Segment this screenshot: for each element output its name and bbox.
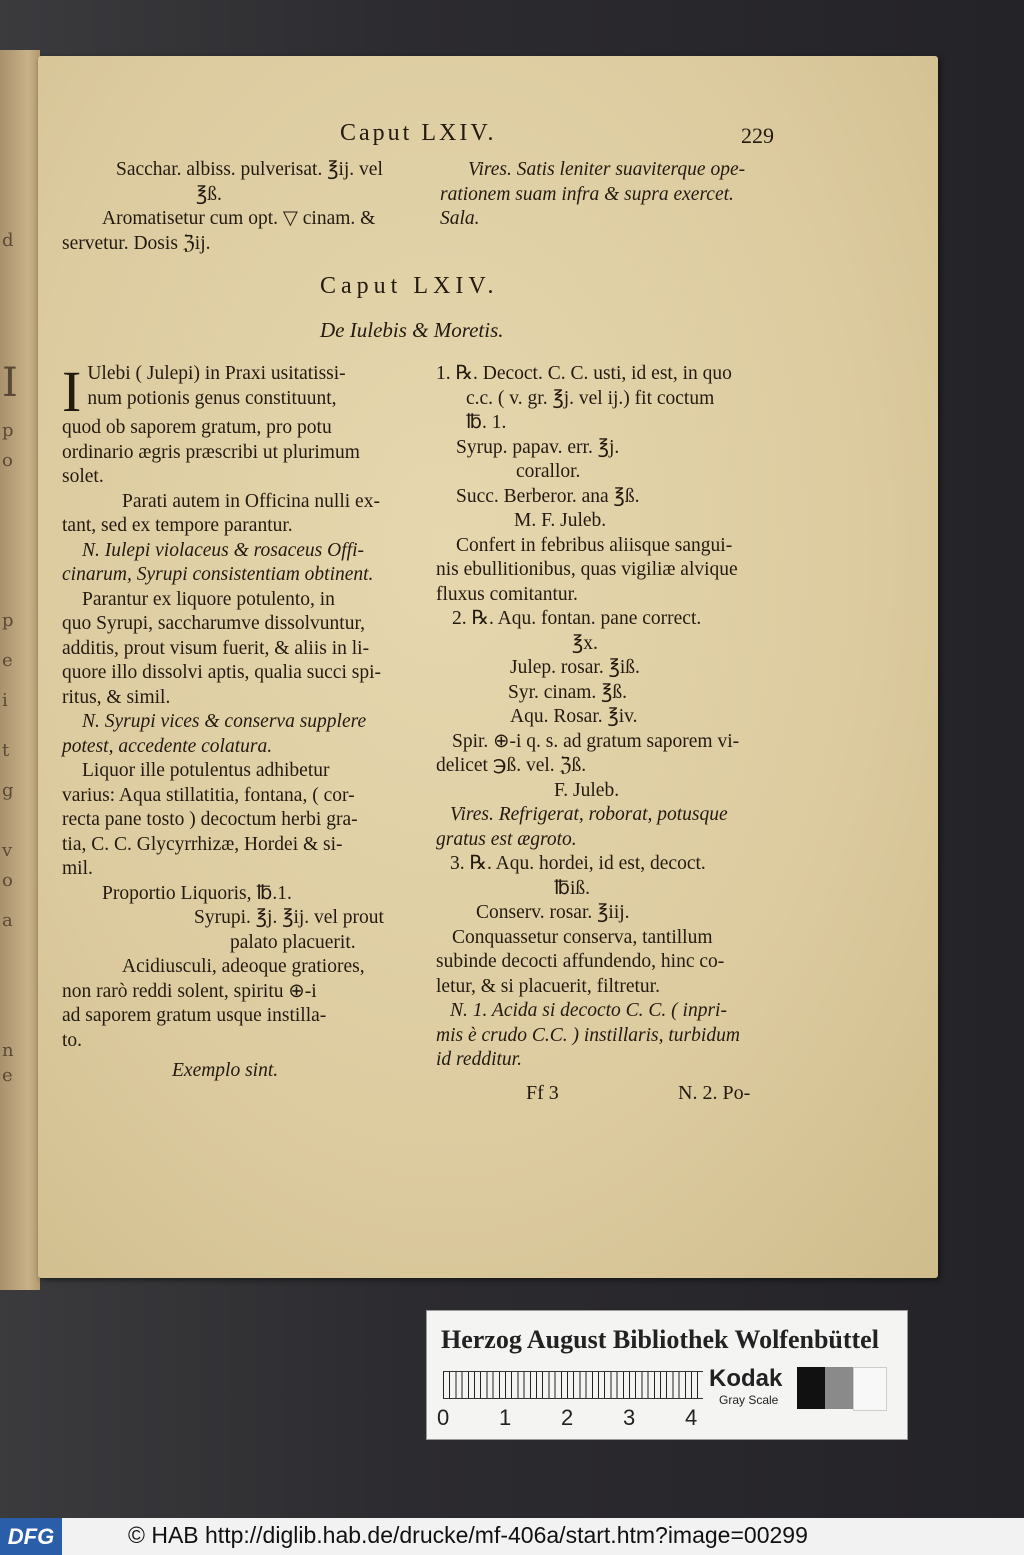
chapter-heading: Caput LXIV. [320, 273, 499, 299]
text-line: Syrupi. ℥j. ℥ij. vel prout [194, 907, 384, 928]
text-line: rationem suam infra & supra exercet. [440, 183, 734, 205]
ruler-number: 2 [561, 1405, 574, 1430]
text-line: Vires. Refrigerat, roborat, potusque [450, 804, 728, 825]
text-line: ℔. 1. [466, 412, 507, 433]
previous-page-edge: d I p o p e i t g v o a n e [0, 50, 40, 1290]
text-line: tia, C. C. Glycyrrhizæ, Hordei & si- [62, 833, 343, 855]
right-column [436, 362, 786, 1073]
text-line: Parati autem in Officina nulli ex- [122, 490, 380, 512]
text-line: palato placuerit. [230, 931, 356, 953]
text-line: ℥x. [572, 632, 598, 654]
text-line: Conquassetur conserva, tantillum [452, 926, 713, 948]
kodak-logo: Kodak [709, 1365, 783, 1392]
text-line: Syr. cinam. ℥ß. [508, 681, 628, 703]
text-line: Spir. ⊕-i q. s. ad gratum saporem vi- [452, 730, 740, 752]
text-line: quo Syrupi, saccharumve dissolvuntur, [62, 613, 366, 634]
card-title: Herzog August Bibliothek Wolfenbüttel [441, 1325, 879, 1354]
text-line: corallor. [516, 461, 581, 482]
text-line: ℥ß. [196, 183, 222, 205]
text-line: to. [62, 1029, 83, 1051]
text-line: ordinario ægris præscribi ut plurimum [62, 441, 360, 463]
text-line: N. Syrupi vices & conserva supplere [82, 711, 367, 732]
ruler-number: 0 [437, 1405, 450, 1430]
chapter-subtitle: De Iulebis & Moretis. [320, 318, 504, 342]
text-line: gratus est ægroto. [436, 828, 577, 850]
text-line: c.c. ( v. gr. ℥j. vel ij.) fit coctum [466, 387, 715, 409]
text-line: Succ. Berberor. ana ℥ß. [456, 485, 640, 507]
copyright-link[interactable]: © HAB http://diglib.hab.de/drucke/mf-406a/start.htm?image=00299 [128, 1522, 808, 1548]
text-line: id redditur. [436, 1049, 522, 1070]
text-line: subinde decocti affundendo, hinc co- [436, 951, 725, 972]
text-line: 1. ℞. Decoct. C. C. usti, id est, in quo [436, 363, 732, 384]
text-line: nis ebullitionibus, quas vigiliæ alvique [436, 559, 738, 580]
text-line: non rarò reddi solent, spiritu ⊕-i [62, 980, 317, 1002]
text-line: 3. ℞. Aqu. hordei, id est, decoct. [450, 853, 706, 874]
text-line: delicet ℈ß. vel. ℨß. [436, 755, 587, 776]
text-line: N. 1. Acida si decocto C. C. ( inpri- [450, 1000, 727, 1021]
text-line: Julep. rosar. ℥iß. [510, 657, 640, 678]
text-line: ad saporem gratum usque instilla- [62, 1005, 327, 1026]
text-line: N. Iulepi violaceus & rosaceus Offi- [82, 539, 364, 561]
text-line: Vires. Satis leniter suaviterque ope- [468, 159, 746, 180]
gray-swatch [825, 1367, 853, 1409]
color-calibration-card [426, 1310, 908, 1440]
text-line: num potionis genus constituunt, [87, 387, 337, 409]
ruler-number: 3 [623, 1405, 636, 1430]
text-line: ℔iß. [554, 877, 590, 899]
text-line: Acidiusculi, adeoque gratiores, [122, 956, 365, 977]
page-number: 229 [741, 123, 774, 148]
dfg-logo: DFG [0, 1518, 62, 1555]
text-line: varius: Aqua stillatitia, fontana, ( cor- [62, 784, 355, 806]
text-line: M. F. Juleb. [514, 510, 607, 531]
ruler-number: 4 [685, 1405, 698, 1430]
text-line: Sala. [440, 208, 480, 229]
text-line: additis, prout visum fuerit, & aliis in li- [62, 637, 370, 659]
text-line: Aromatisetur cum opt. ▽ cinam. & [102, 208, 376, 229]
text-line: quod ob saporem gratum, pro potu [62, 417, 332, 438]
text-line: F. Juleb. [554, 779, 620, 801]
ruler-number: 1 [499, 1405, 512, 1430]
ruler-numbers [437, 1405, 707, 1429]
black-swatch [797, 1367, 825, 1409]
running-head: Caput LXIV. [340, 120, 497, 146]
text-line: Sacchar. albiss. pulverisat. ℥ij. vel [116, 159, 383, 180]
white-swatch [853, 1367, 887, 1411]
catchword: N. 2. Po- [678, 1082, 751, 1104]
left-column [62, 359, 410, 1084]
drop-cap: I [62, 359, 82, 424]
text-line: quore illo dissolvi aptis, qualia succi spi- [62, 662, 381, 683]
text-line: cinarum, Syrupi consistentiam obtinent. [62, 564, 374, 585]
text-line: recta pane tosto ) decoctum herbi gra- [62, 809, 358, 830]
gray-scale-label: Gray Scale [719, 1393, 779, 1407]
text-line: Exemplo sint. [172, 1060, 279, 1081]
text-line: Liquor ille potulentus adhibetur [82, 760, 330, 781]
text-line: mil. [62, 858, 93, 879]
text-line: Aqu. Rosar. ℥iv. [510, 706, 638, 727]
text-line: 2. ℞. Aqu. fontan. pane correct. [452, 608, 702, 629]
text-line: Ulebi ( Julepi) in Praxi usitatissi- [87, 363, 346, 384]
text-line: Syrup. papav. err. ℥j. [456, 436, 620, 458]
text-line: mis è crudo C.C. ) instillaris, turbidum [436, 1024, 740, 1046]
text-line: letur, & si placuerit, filtretur. [436, 975, 660, 997]
text-line: tant, sed ex tempore parantur. [62, 515, 293, 536]
text-line: servetur. Dosis ℨij. [62, 232, 211, 254]
footer-bar [0, 1518, 1024, 1555]
text-line: fluxus comitantur. [436, 583, 578, 605]
top-left-block [62, 158, 430, 256]
text-line: Confert in febribus aliisque sangui- [456, 534, 733, 556]
text-line: potest, accedente colatura. [62, 735, 273, 757]
text-line: ritus, & simil. [62, 686, 171, 708]
text-line: Proportio Liquoris, ℔.1. [102, 882, 292, 904]
ruler-scale [443, 1371, 703, 1399]
text-line: Conserv. rosar. ℥iij. [476, 902, 630, 923]
text-line: Parantur ex liquore potulento, in [82, 588, 335, 610]
signature-mark: Ff 3 [526, 1082, 559, 1104]
top-right-block [440, 158, 788, 232]
text-line: solet. [62, 466, 104, 487]
